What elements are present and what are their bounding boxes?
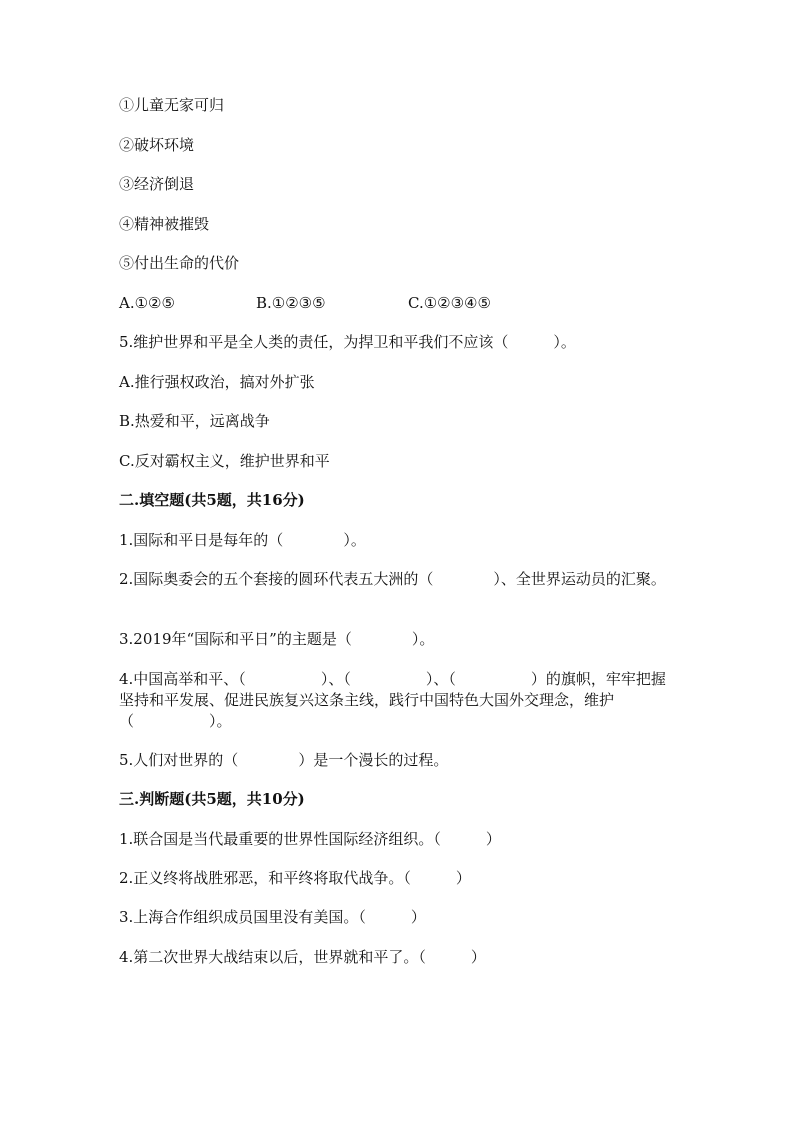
q4-item-5: ⑤付出生命的代价: [119, 254, 240, 272]
fill-question-5: 5.人们对世界的（ ）是一个漫长的过程。: [119, 751, 449, 769]
q4-option-c: C.①②③④⑤: [408, 294, 491, 312]
q4-option-a: A.①②⑤: [119, 294, 175, 312]
section2-title: 二.填空题(共5题，共16分): [119, 491, 305, 509]
q5-option-c: C.反对霸权主义，维护世界和平: [119, 452, 330, 470]
q5-option-a: A.推行强权政治，搞对外扩张: [119, 373, 315, 391]
q5-option-b: B.热爱和平，远离战争: [119, 412, 270, 430]
judge-question-4: 4.第二次世界大战结束以后，世界就和平了。（ ）: [119, 948, 486, 966]
fill-question-1: 1.国际和平日是每年的（ ）。: [119, 531, 366, 549]
section3-title: 三.判断题(共5题，共10分): [119, 790, 305, 808]
q4-item-4: ④精神被摧毁: [119, 215, 210, 233]
q4-item-1: ①儿童无家可归: [119, 96, 225, 114]
q4-item-3: ③经济倒退: [119, 175, 195, 193]
q4-item-2: ②破坏环境: [119, 136, 195, 154]
judge-question-3: 3.上海合作组织成员国里没有美国。（ ）: [119, 908, 426, 926]
q4-options: [119, 293, 679, 314]
fill-question-2: 2.国际奥委会的五个套接的圆环代表五大洲的（ ）、全世界运动员的汇聚。: [119, 570, 666, 588]
judge-question-1: 1.联合国是当代最重要的世界性国际经济组织。（ ）: [119, 830, 501, 848]
q5-stem: 5.维护世界和平是全人类的责任，为捍卫和平我们不应该（ ）。: [119, 333, 576, 351]
fill-question-4: 4.中国高举和平、（ ）、（ ）、（ ）的旗帜，牢牢把握坚持和平发展、促进民族复兴这条主线，践行中国特色大国外交理念，维护（ ）。: [119, 670, 666, 730]
judge-question-2: 2.正义终将战胜邪恶，和平终将取代战争。（ ）: [119, 869, 471, 887]
fill-question-3: 3.2019年“国际和平日”的主题是（ ）。: [119, 630, 435, 648]
q4-option-b: B.①②③⑤: [256, 294, 326, 312]
